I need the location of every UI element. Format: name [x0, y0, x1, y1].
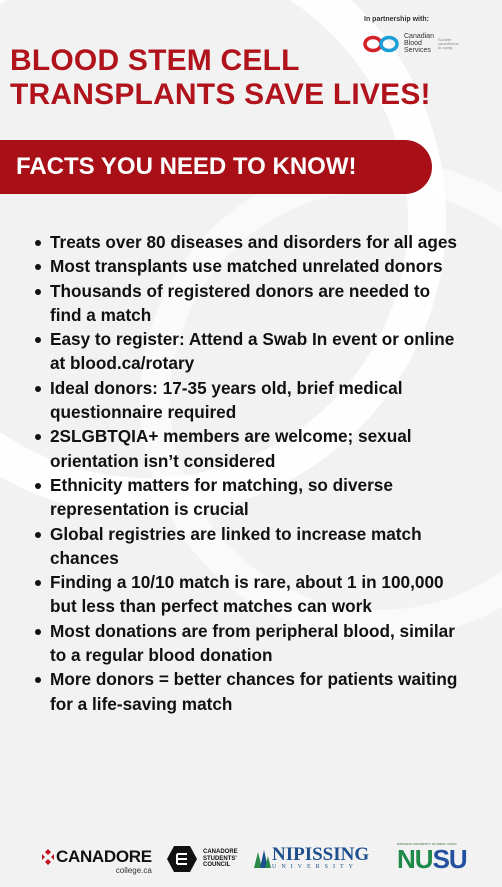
nusu-caption: NIPISSING UNIVERSITY STUDENT UNION: [397, 842, 457, 846]
cbs-name-fr: [438, 38, 459, 50]
nusu-part: SU: [432, 844, 467, 874]
list-item: Most donations are from peripheral blood, similar to a regular blood donation: [34, 619, 464, 668]
list-item: Global registries are linked to increase match chances: [34, 522, 464, 571]
council-name-line: STUDENTS': [203, 855, 237, 862]
cbs-name-fr-line: du sang: [437, 44, 453, 50]
page-title: [10, 44, 431, 112]
canadore-url: college.ca: [115, 866, 152, 875]
sponsor-footer: [0, 838, 502, 882]
cbs-name-line: Services: [404, 47, 431, 54]
nusu-logo: [397, 842, 467, 872]
list-item: Easy to register: Attend a Swab In event or online at blood.ca/rotary: [34, 327, 464, 376]
canadore-name: CANADORE: [56, 847, 152, 866]
list-item: More donors = better chances for patients waiting for a life-saving match: [34, 667, 464, 716]
list-item: Ideal donors: 17-35 years old, brief medical questionnaire required: [34, 376, 464, 425]
nipissing-logo: [252, 846, 369, 871]
facts-list: [34, 230, 464, 716]
list-item: Ethnicity matters for matching, so diverse representation is crucial: [34, 473, 464, 522]
partner-label: In partnership with:: [364, 16, 429, 23]
council-emblem-icon: [165, 844, 199, 874]
list-item: 2SLGBTQIA+ members are welcome; sexual orientation isn’t considered: [34, 424, 464, 473]
title-line: TRANSPLANTS SAVE LIVES!: [10, 78, 431, 111]
nusu-wordmark: [397, 846, 467, 872]
list-item: Thousands of registered donors are needed to find a match: [34, 279, 464, 328]
nipissing-sub: UNIVERSITY: [272, 864, 358, 870]
cbs-name-fr-line: canadienne: [437, 40, 459, 46]
nipissing-name: NIPISSING: [272, 844, 370, 865]
canadore-logo: [40, 848, 152, 875]
nusu-part: NU: [397, 844, 433, 874]
council-name-line: COUNCIL: [203, 862, 231, 869]
cbs-name-fr-line: Société: [437, 36, 452, 42]
cbs-name-line: Blood: [404, 40, 422, 47]
title-line: BLOOD STEM CELL: [10, 44, 300, 77]
cbs-name-line: Canadian: [404, 33, 434, 40]
nipissing-emblem-icon: [252, 848, 272, 870]
list-item: Finding a 10/10 match is rare, about 1 in 100,000 but less than perfect matches can work: [34, 570, 464, 619]
canadore-emblem-icon: [40, 848, 56, 866]
banner-text: FACTS YOU NEED TO KNOW!: [16, 153, 357, 180]
list-item: Most transplants use matched unrelated donors: [34, 254, 464, 278]
council-name-line: CANADORE: [203, 849, 238, 856]
council-name: [203, 849, 238, 869]
list-item: Treats over 80 diseases and disorders for all ages: [34, 230, 464, 254]
section-banner: [0, 140, 432, 194]
students-council-logo: [165, 844, 238, 874]
